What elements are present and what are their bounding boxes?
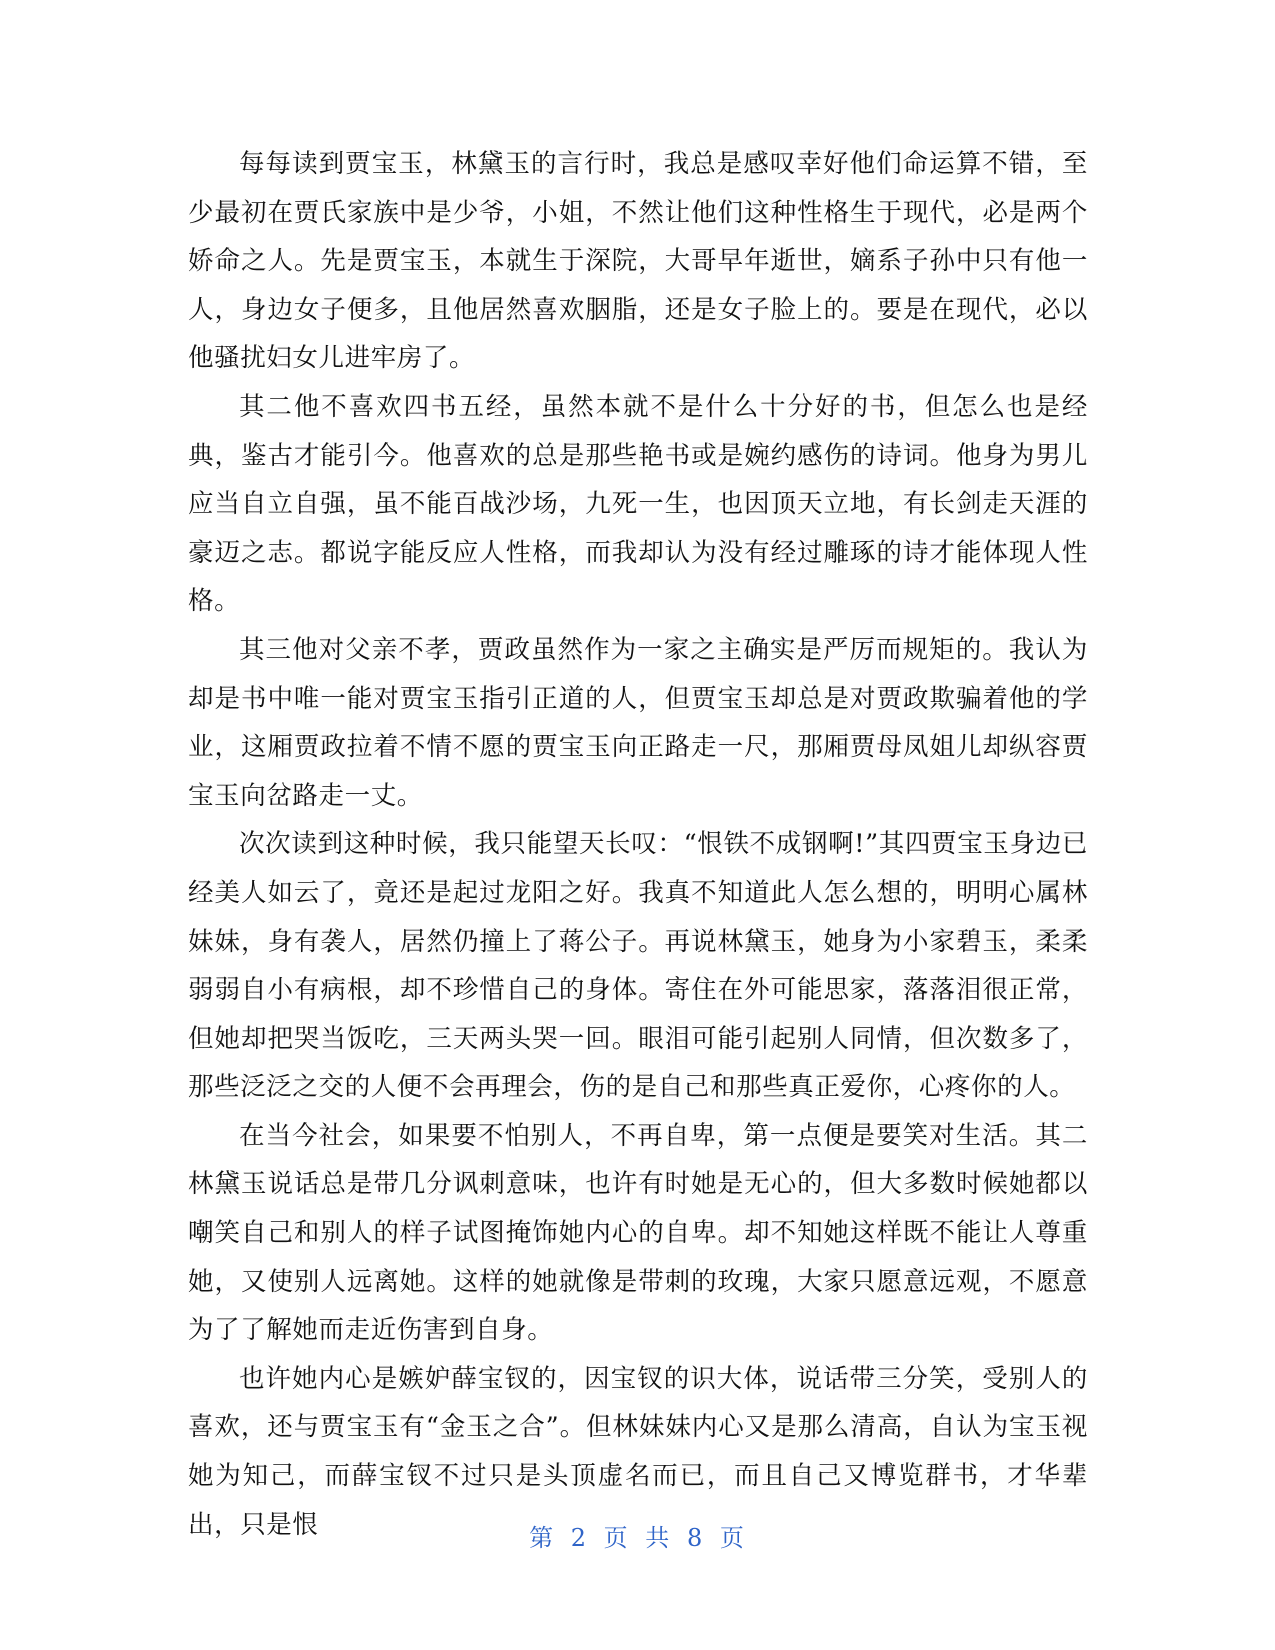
page-label-suffix: 页 [719,1524,746,1552]
paragraph-5: 在当今社会，如果要不怕别人，不再自卑，第一点便是要笑对生活。其二林黛玉说话总是带几分讽刺意味，也许有时她是无心的，但大多数时候她都以嘲笑自己和别人的样子试图掩饰她内心的自卑。却不知她这样既不能让人尊重她，又使别人远离她。这样的她就像是带刺的玫瑰，大家只愿意远观，不愿意为了了解她而走近伤害到自身。 [188,1120,1088,1346]
page-label-mid: 页 共 [603,1524,672,1552]
document-body [188,140,1088,1549]
current-page-number: 2 [570,1524,589,1552]
paragraph-6: 也许她内心是嫉妒薛宝钗的，因宝钗的识大体，说话带三分笑，受别人的喜欢，还与贾宝玉有“金玉之合”。但林妹妹内心又是那么清高，自认为宝玉视她为知己，而薛宝钗不过只是头顶虚名而已，而且自己又博览群书，才华辈出，只是恨 [188,1363,1088,1540]
paragraph-2: 其二他不喜欢四书五经，虽然本就不是什么十分好的书，但怎么也是经典，鉴古才能引今。他喜欢的总是那些艳书或是婉约感伤的诗词。他身为男儿应当自立自强，虽不能百战沙场，九死一生，也因顶天立地，有长剑走天涯的豪迈之志。都说字能反应人性格，而我却认为没有经过雕琢的诗才能体现人性格。 [188,391,1088,617]
paragraph-1: 每每读到贾宝玉，林黛玉的言行时，我总是感叹幸好他们命运算不错，至少最初在贾氏家族中是少爷，小姐，不然让他们这种性格生于现代，必是两个娇命之人。先是贾宝玉，本就生于深院，大哥早年逝世，嫡系子孙中只有他一人，身边女子便多，且他居然喜欢胭脂，还是女子脸上的。要是在现代，必以他骚扰妇女儿进牢房了。 [188,149,1088,374]
total-pages-number: 8 [686,1524,705,1552]
page-number-footer [0,1523,1275,1553]
paragraph-3: 其三他对父亲不孝，贾政虽然作为一家之主确实是严厉而规矩的。我认为却是书中唯一能对贾宝玉指引正道的人，但贾宝玉却总是对贾政欺骗着他的学业，这厢贾政拉着不情不愿的贾宝玉向正路走一尺，那厢贾母凤姐儿却纵容贾宝玉向岔路走一丈。 [188,634,1088,811]
paragraph-4: 次次读到这种时候，我只能望天长叹：“恨铁不成钢啊!”其四贾宝玉身边已经美人如云了，竟还是起过龙阳之好。我真不知道此人怎么想的，明明心属林妹妹，身有袭人，居然仍撞上了蒋公子。再说林黛玉，她身为小家碧玉，柔柔弱弱自小有病根，却不珍惜自己的身体。寄住在外可能思家，落落泪很正常，但她却把哭当饭吃，三天两头哭一回。眼泪可能引起别人同情，但次数多了，那些泛泛之交的人便不会再理会，伤的是自己和那些真正爱你，心疼你的人。 [188,829,1088,1103]
page-label-prefix: 第 [529,1524,556,1552]
